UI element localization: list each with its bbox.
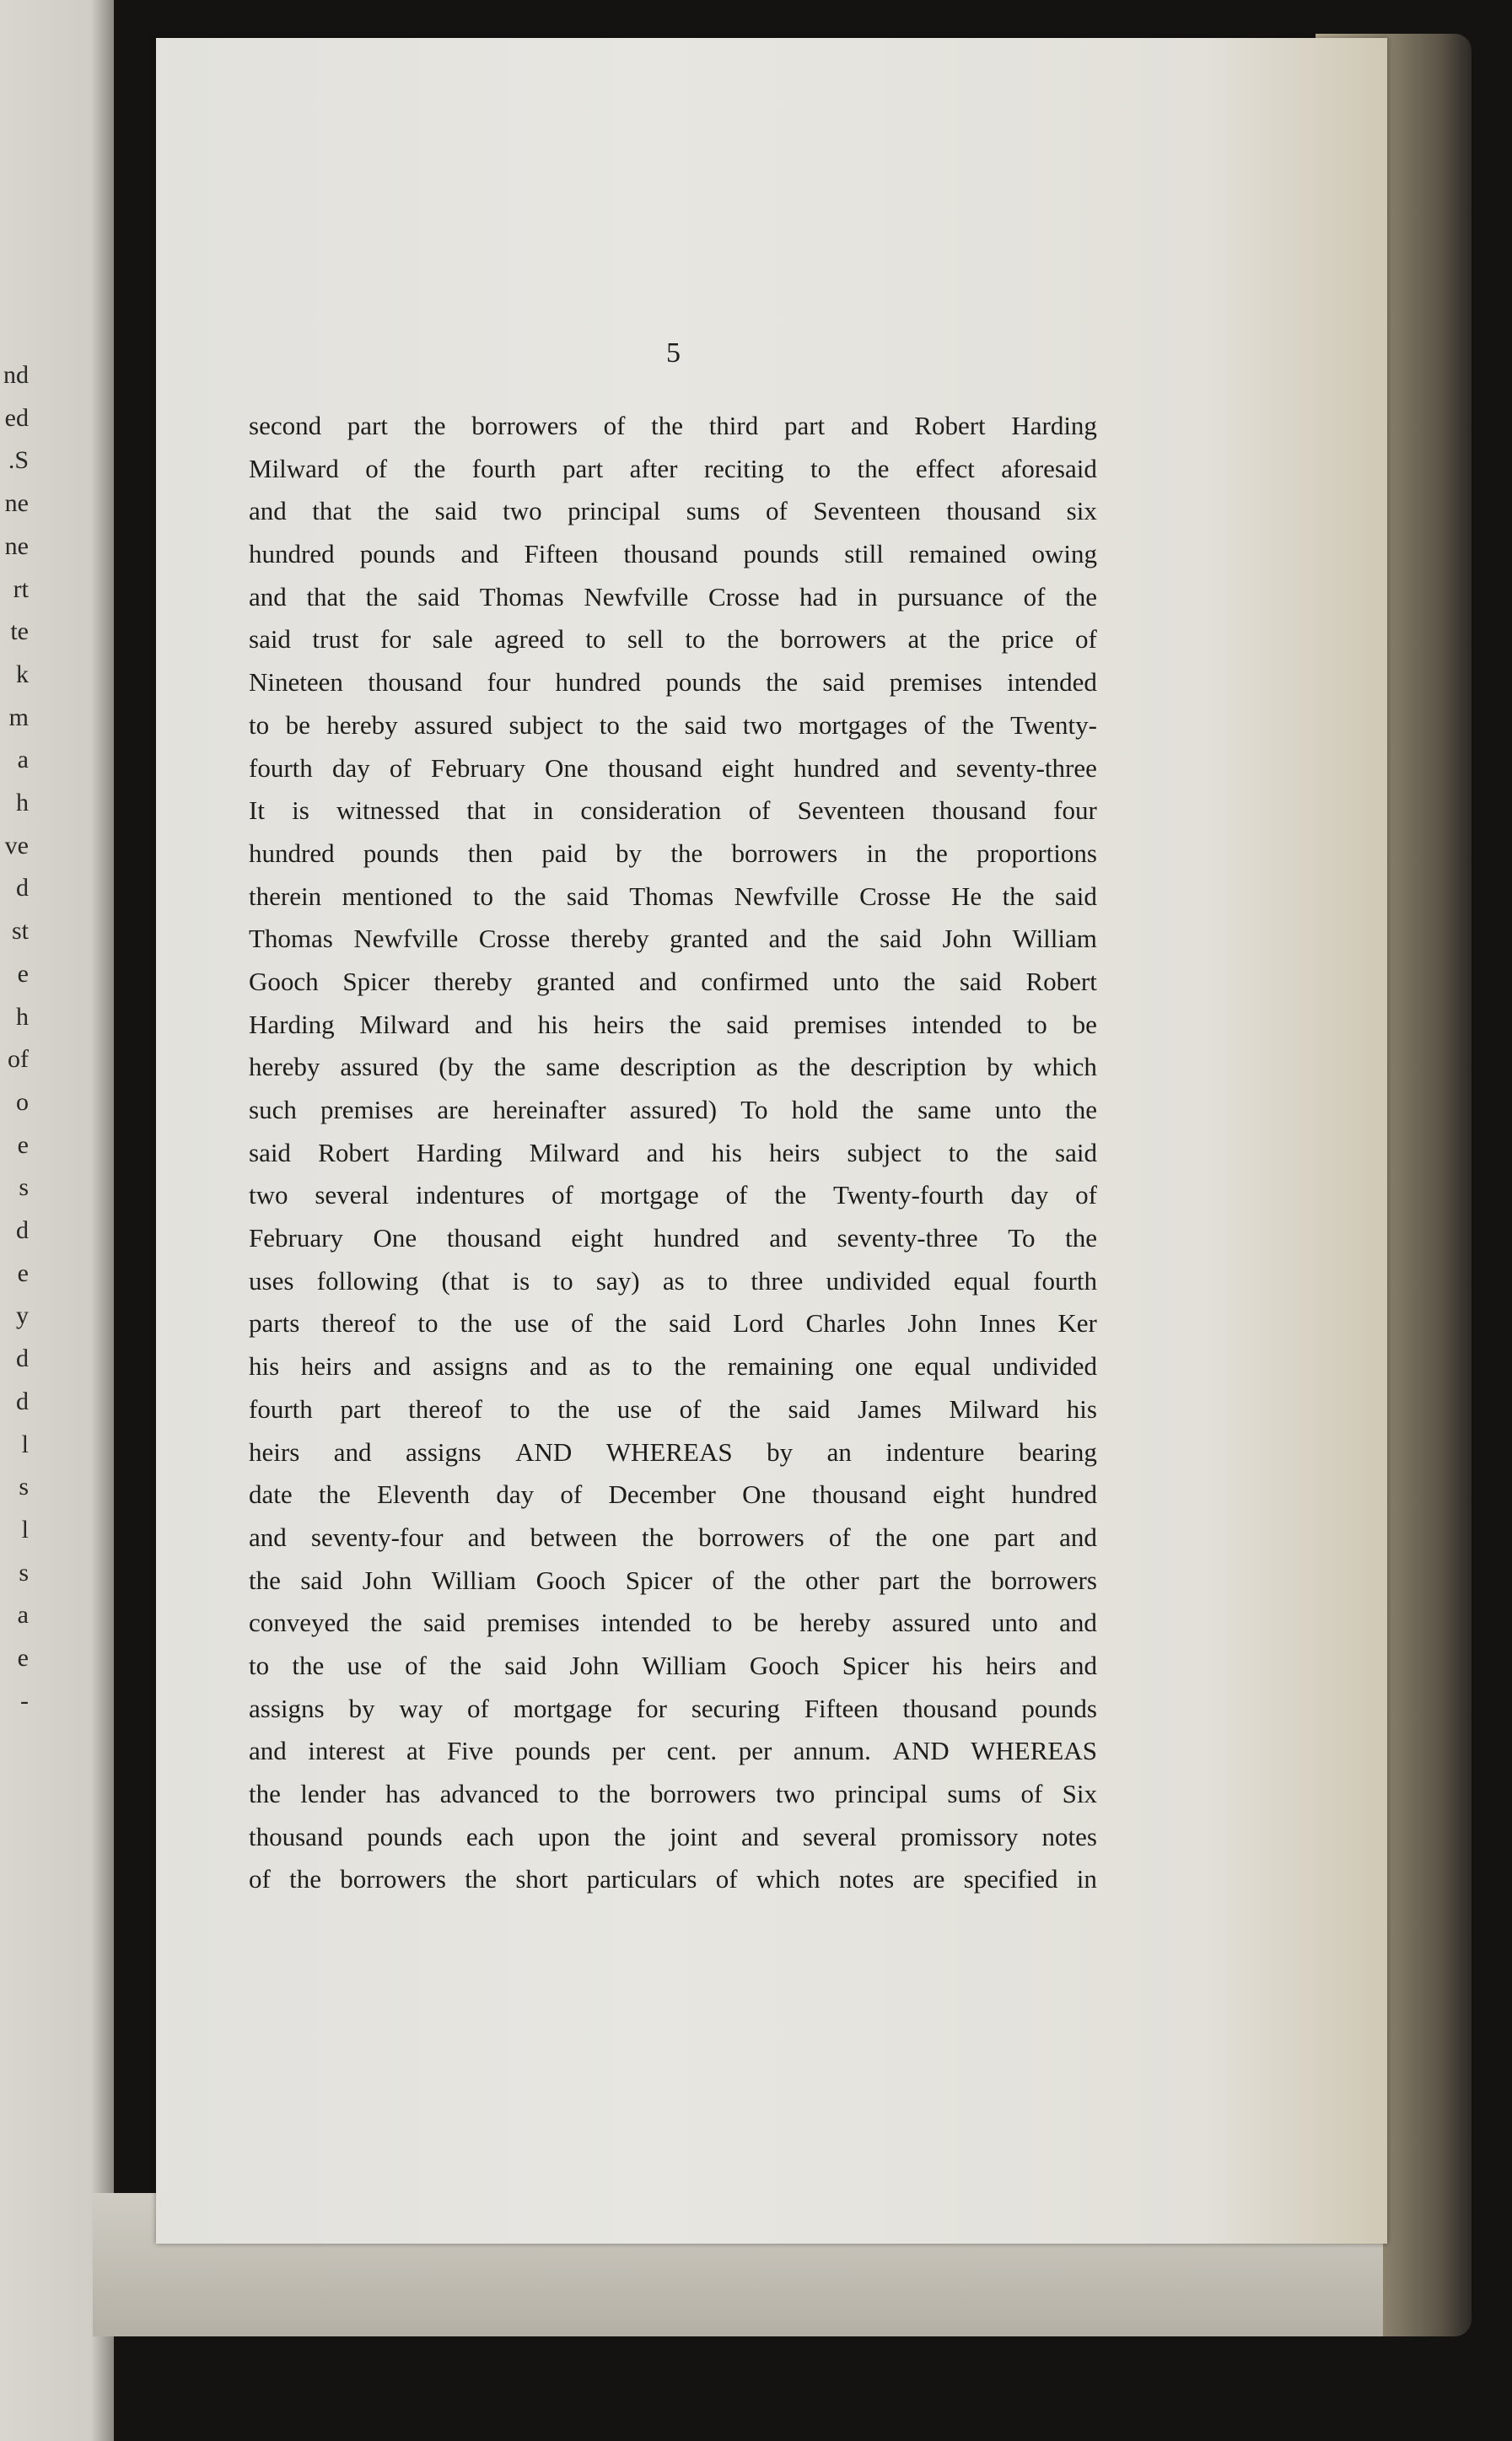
text-line: said Robert Harding Milward and his heirs subject to the said [249, 1137, 1097, 1167]
text-line: Harding Milward and his heirs the said premises intended to be [249, 1009, 1097, 1039]
text-line: date the Eleventh day of December One thousand eight hundred [249, 1479, 1097, 1510]
left-page-fragment: s [19, 1173, 29, 1202]
text-line: Gooch Spicer thereby granted and confirmed unto the said Robert [249, 966, 1097, 996]
page-number: 5 [666, 337, 681, 369]
left-page-fragment: ne [4, 531, 29, 560]
left-page-fragment: ve [4, 831, 29, 859]
text-line: and that the said Thomas Newfville Crosse had in pursuance of the [249, 581, 1097, 612]
text-line: Milward of the fourth part after reciting to the effect aforesaid [249, 453, 1097, 483]
text-line: It is witnessed that in consideration of Seventeen thousand four [249, 795, 1097, 826]
text-line: heirs and assigns AND WHEREAS by an indenture bearing [249, 1436, 1097, 1467]
text-line: hundred pounds and Fifteen thousand pounds still remained owing [249, 539, 1097, 569]
text-line: the said John William Gooch Spicer of the other part the borrowers [249, 1565, 1097, 1595]
text-line: hundred pounds then paid by the borrowers in the proportions [249, 838, 1097, 868]
left-page-fragment: y [16, 1301, 29, 1330]
text-line: to be hereby assured subject to the said two mortgages of the Twenty- [249, 709, 1097, 740]
text-line: February One thousand eight hundred and seventy-three To the [249, 1223, 1097, 1253]
left-page-fragment: o [16, 1087, 29, 1116]
text-line: parts thereof to the use of the said Lord Charles John Innes Ker [249, 1308, 1097, 1339]
left-page-fragment: te [10, 617, 29, 646]
text-line: uses following (that is to say) as to three undivided equal fourth [249, 1265, 1097, 1296]
left-page-fragment: ed [4, 403, 29, 432]
left-page-fragment: d [16, 1216, 29, 1244]
left-page-fragment: st [11, 917, 29, 946]
left-page-fragment: d [16, 1344, 29, 1373]
left-page-fragment: - [20, 1686, 29, 1715]
left-page-fragment: .S [8, 446, 29, 475]
text-line: conveyed the said premises intended to be hereby assured unto and [249, 1608, 1097, 1638]
left-page-fragment: rt [13, 574, 29, 603]
left-page-fragment: of [8, 1045, 29, 1074]
text-line: fourth part thereof to the use of the said James Milward his [249, 1393, 1097, 1424]
text-line: and seventy-four and between the borrowers of the one part and [249, 1522, 1097, 1552]
text-line: two several indentures of mortgage of the Twenty-fourth day of [249, 1180, 1097, 1210]
left-page-fragment: h [16, 789, 29, 816]
text-line: said trust for sale agreed to sell to the borrowers at the price of [249, 624, 1097, 655]
left-page-fragment: a [17, 746, 29, 774]
left-page-fragment: e [17, 1258, 29, 1287]
text-line: therein mentioned to the said Thomas Newfville Crosse He the said [249, 881, 1097, 911]
left-page-fragment: m [8, 703, 29, 731]
text-line: fourth day of February One thousand eight hundred and seventy-three [249, 752, 1097, 783]
text-line: to the use of the said John William Gooch Spicer his heirs and [249, 1650, 1097, 1680]
text-line: thousand pounds each upon the joint and several promissory notes [249, 1821, 1097, 1851]
left-page-fragment: l [21, 1430, 29, 1458]
text-line: his heirs and assigns and as to the remaining one equal undivided [249, 1351, 1097, 1382]
left-page-fragment: a [17, 1601, 29, 1630]
left-page-fragment: s [19, 1473, 29, 1501]
left-page-fragment: l [21, 1515, 29, 1544]
left-page-fragment: s [19, 1558, 29, 1587]
left-page-fragment: k [16, 660, 29, 688]
text-line: Nineteen thousand four hundred pounds the said premises intended [249, 667, 1097, 698]
left-page-fragment: e [17, 1644, 29, 1672]
left-page-fragment: d [16, 874, 29, 903]
left-page-fragment: e [17, 959, 29, 988]
left-page-fragment: h [16, 1002, 29, 1031]
text-line: and interest at Five pounds per cent. per annum. AND WHEREAS [249, 1736, 1097, 1766]
text-line: second part the borrowers of the third part and Robert Harding [249, 411, 1097, 440]
text-line: such premises are hereinafter assured) To hold the same unto the [249, 1095, 1097, 1124]
left-page-fragment: d [16, 1387, 29, 1415]
left-page-fragment: e [17, 1130, 29, 1159]
text-line: assigns by way of mortgage for securing Fifteen thousand pounds [249, 1693, 1097, 1723]
text-line: hereby assured (by the same description as the description by which [249, 1052, 1097, 1082]
text-line: and that the said two principal sums of Seventeen thousand six [249, 496, 1097, 526]
text-line: of the borrowers the short particulars of which notes are specified in [249, 1864, 1097, 1894]
left-page-fragment: nd [3, 361, 29, 389]
text-line: Thomas Newfville Crosse thereby granted and the said John William [249, 924, 1097, 954]
text-line: the lender has advanced to the borrowers two principal sums of Six [249, 1779, 1097, 1808]
left-page-fragment: ne [4, 489, 29, 518]
body-text [249, 405, 1097, 1901]
